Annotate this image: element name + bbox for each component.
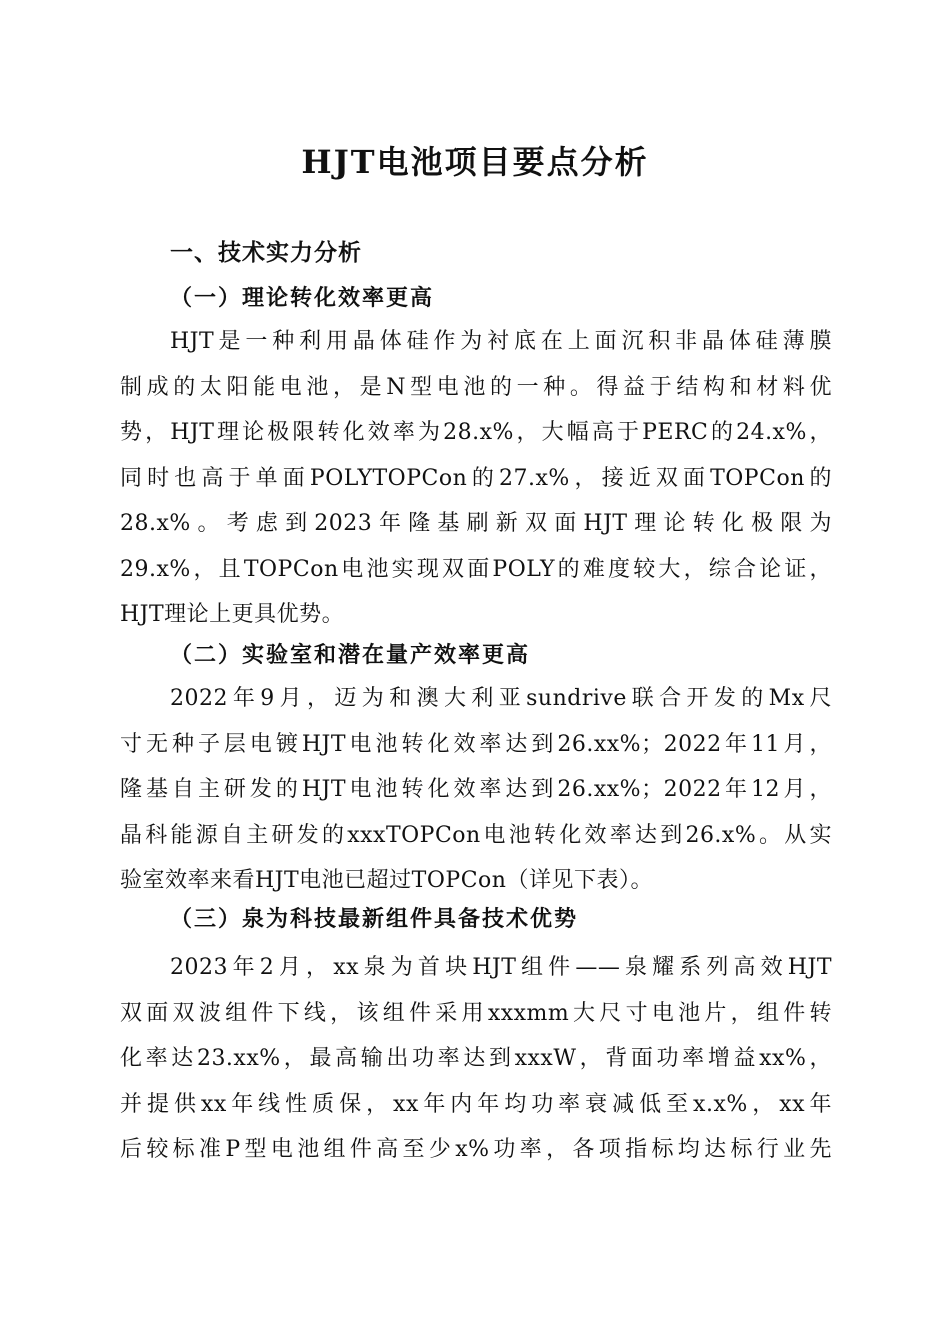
paragraph-line: HJT理论上更具优势。 <box>120 602 345 627</box>
paragraph-line: 29.x%，且TOPCon电池实现双面POLY的难度较大，综合论证， <box>120 556 832 582</box>
paragraph-lab-efficiency <box>120 676 832 904</box>
paragraph-theoretical-efficiency <box>120 319 832 638</box>
section-heading-technical-strength: 一、技术实力分析 <box>170 240 362 266</box>
paragraph-line: HJT是一种利用晶体硅作为衬底在上面沉积非晶体硅薄膜 <box>170 329 832 354</box>
paragraph-line: 后较标准P型电池组件高至少x%功率，各项指标均达标行业先 <box>120 1137 832 1162</box>
paragraph-line: 双面双波组件下线，该组件采用xxxmm大尺寸电池片，组件转 <box>120 1000 832 1026</box>
sub-heading-module-advantage: （三）泉为科技最新组件具备技术优势 <box>170 906 579 932</box>
paragraph-line: 验室效率来看HJT电池已超过TOPCon（详见下表）。 <box>120 868 653 893</box>
paragraph-line: 2022年9月，迈为和澳大利亚sundrive联合开发的Mx尺 <box>170 686 832 711</box>
paragraph-module-advantage <box>120 945 832 1173</box>
paragraph-line: 并提供xx年线性质保，xx年内年均功率衰减低至x.x%，xx年 <box>120 1091 832 1117</box>
paragraph-line: 寸无种子层电镀HJT电池转化效率达到26.xx%；2022年11月， <box>120 731 832 757</box>
paragraph-line: 同时也高于单面POLYTOPCon的27.x%，接近双面TOPCon的 <box>120 465 832 491</box>
sub-heading-lab-efficiency: （二）实验室和潜在量产效率更高 <box>170 642 531 668</box>
paragraph-line: 制成的太阳能电池，是N型电池的一种。得益于结构和材料优 <box>120 374 832 400</box>
paragraph-line: 晶科能源自主研发的xxxTOPCon电池转化效率达到26.x%。从实 <box>120 822 832 848</box>
document-title: HJT电池项目要点分析 <box>301 143 649 181</box>
paragraph-line: 化率达23.xx%，最高输出功率达到xxxW，背面功率增益xx%， <box>120 1046 832 1071</box>
paragraph-line: 28.x%。考虑到2023年隆基刷新双面HJT理论转化极限为 <box>120 511 832 536</box>
sub-heading-theoretical-efficiency: （一）理论转化效率更高 <box>170 285 435 311</box>
paragraph-line: 势，HJT理论极限转化效率为28.x%，大幅高于PERC的24.x%， <box>120 420 832 445</box>
paragraph-line: 隆基自主研发的HJT电池转化效率达到26.xx%；2022年12月， <box>120 777 832 802</box>
paragraph-line: 2023年2月，xx泉为首块HJT组件——泉耀系列高效HJT <box>170 955 832 980</box>
